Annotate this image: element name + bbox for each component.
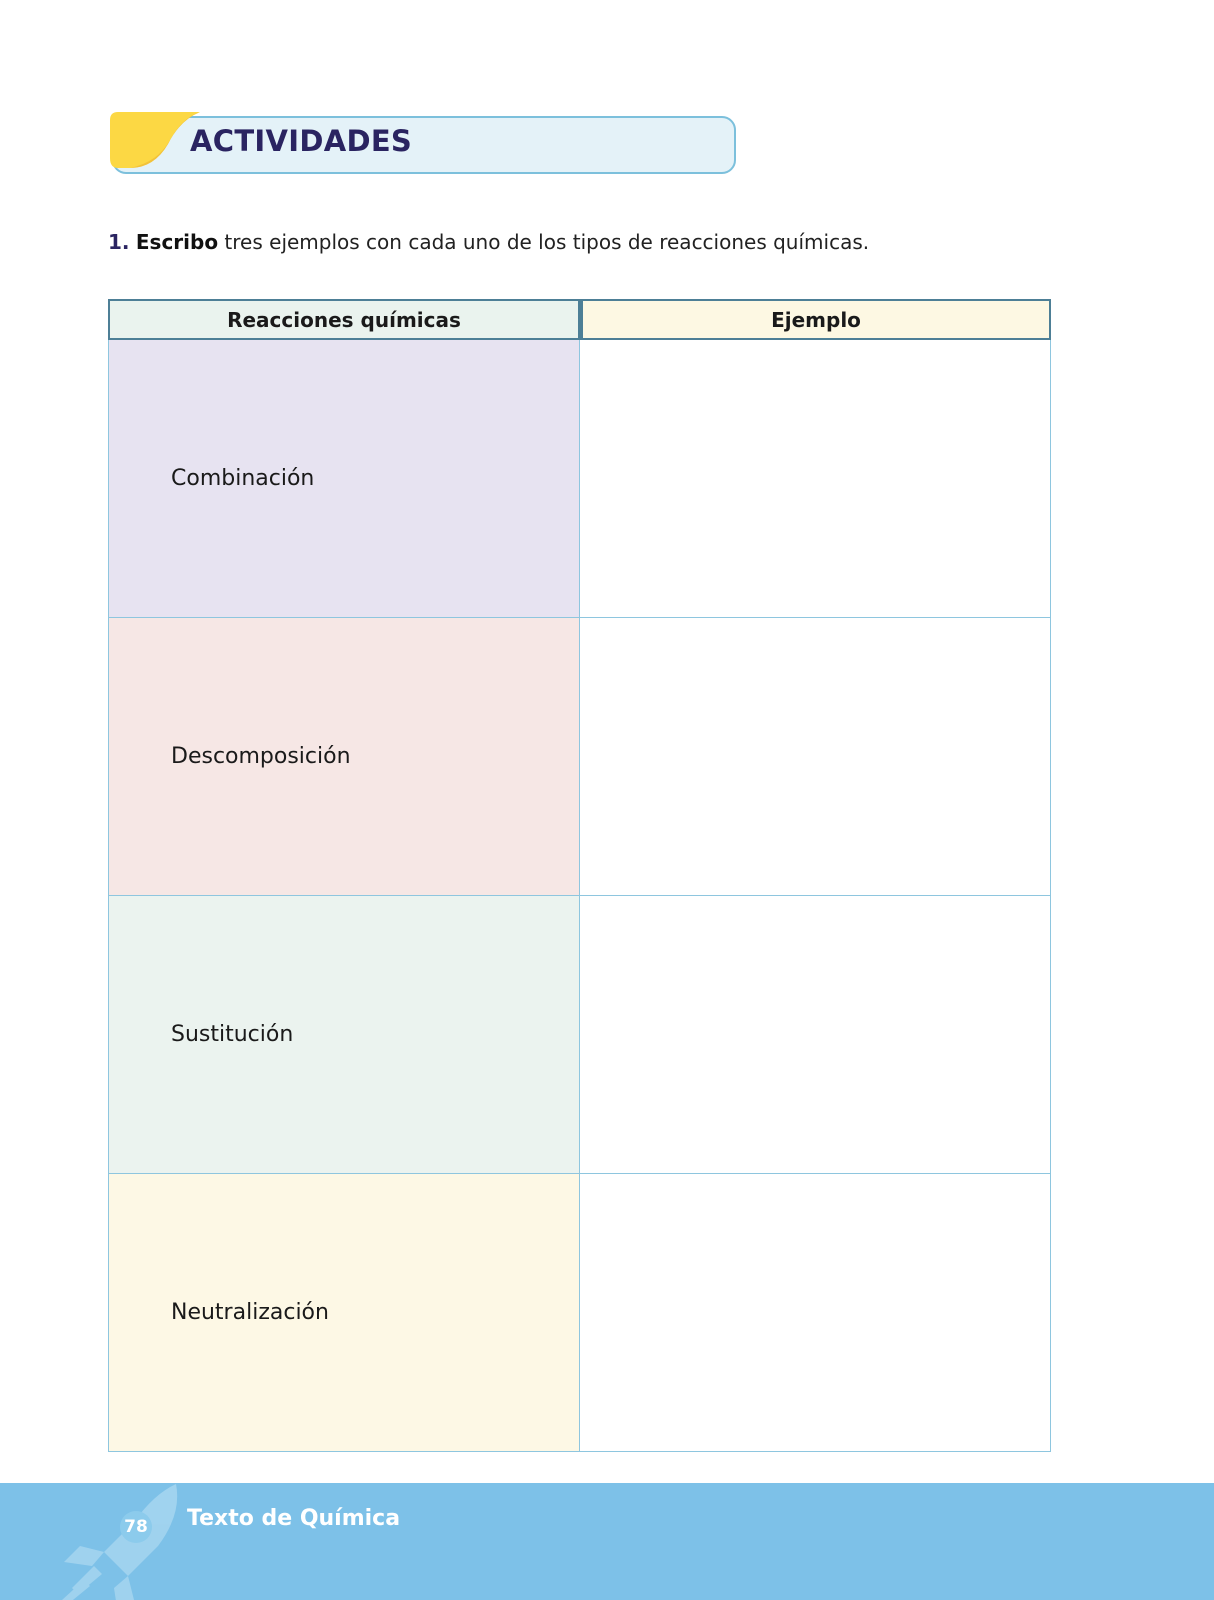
table-header: [108, 299, 1051, 340]
table-row: [108, 340, 1051, 618]
reaction-label: Combinación: [171, 466, 315, 491]
instruction-number: 1.: [108, 230, 130, 254]
reaction-label-cell: [108, 618, 580, 896]
reactions-table: [108, 299, 1051, 1452]
book-title: Texto de Química: [187, 1506, 401, 1531]
example-answer-cell[interactable]: [580, 1174, 1051, 1452]
reaction-label: Descomposición: [171, 744, 351, 769]
page-number-badge: [120, 1511, 152, 1543]
table-row: [108, 896, 1051, 1174]
reaction-label-cell: [108, 1174, 580, 1452]
instruction: [108, 230, 869, 254]
reaction-label-cell: [108, 340, 580, 618]
page-number: 78: [124, 1517, 148, 1537]
instruction-text: tres ejemplos con cada uno de los tipos de reacciones químicas.: [218, 230, 870, 254]
section-title: ACTIVIDADES: [190, 124, 413, 158]
reaction-label: Sustitución: [171, 1022, 294, 1047]
header-reactions: Reacciones químicas: [108, 299, 580, 340]
instruction-verb: Escribo: [135, 230, 219, 254]
example-answer-cell[interactable]: [580, 340, 1051, 618]
table-row: [108, 618, 1051, 896]
example-answer-cell[interactable]: [580, 896, 1051, 1174]
example-answer-cell[interactable]: [580, 618, 1051, 896]
header-example: Ejemplo: [580, 299, 1051, 340]
reaction-label-cell: [108, 896, 580, 1174]
reaction-label: Neutralización: [171, 1300, 329, 1325]
rocket-icon: [58, 1484, 188, 1600]
table-row: [108, 1174, 1051, 1452]
